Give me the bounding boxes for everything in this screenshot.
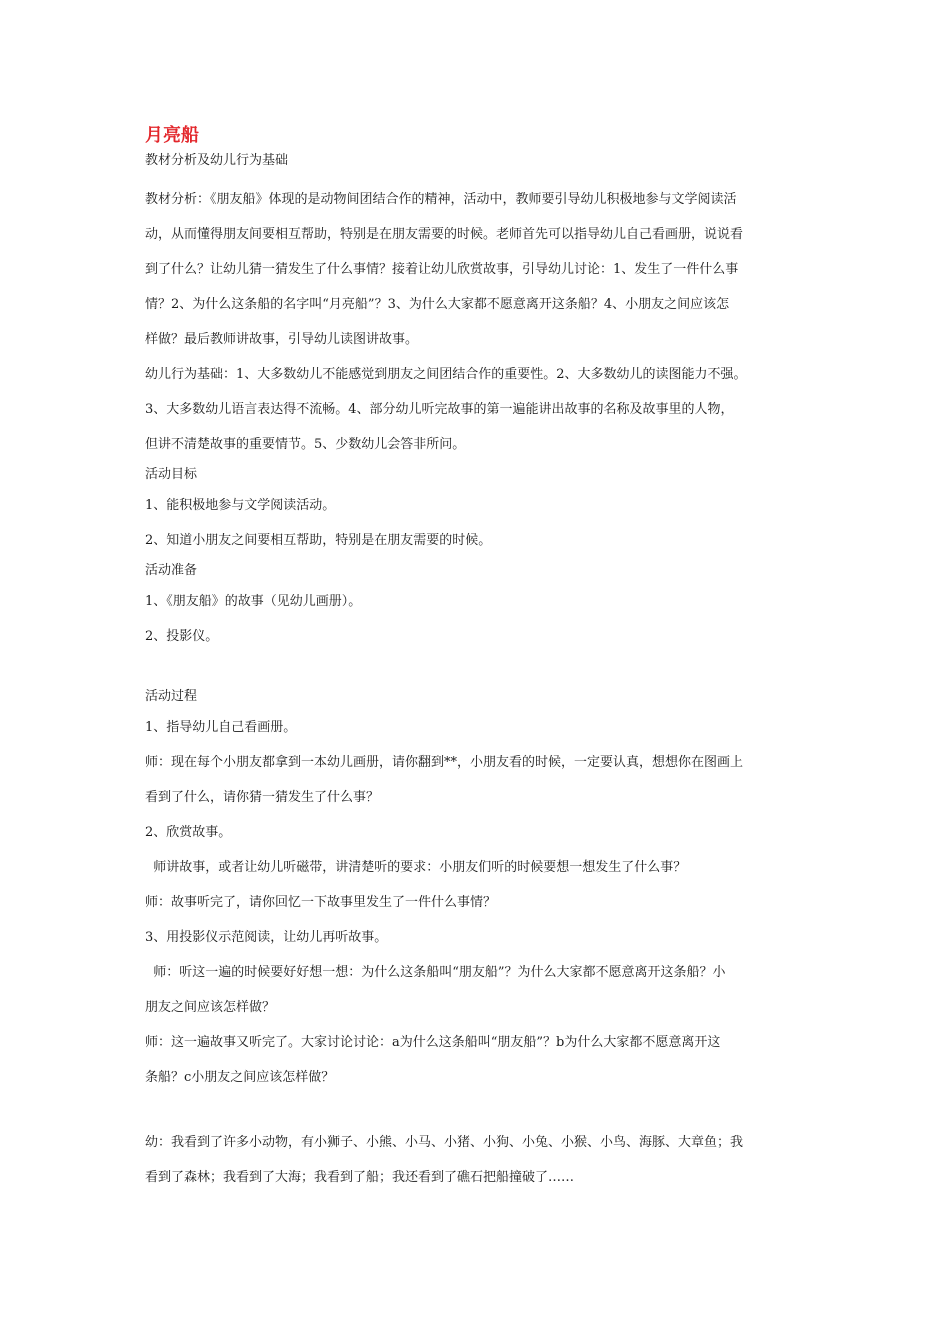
- goals-list: [145, 488, 810, 558]
- process-line: 2、欣赏故事。: [145, 825, 232, 840]
- spacer: [145, 654, 810, 684]
- process-heading: 活动过程: [145, 689, 198, 704]
- document-page: [145, 124, 810, 1195]
- process-line: 条船？c小朋友之间应该怎样做？: [145, 1070, 335, 1085]
- goal-item: 2、知道小朋友之间要相互帮助，特别是在朋友需要的时候。: [145, 533, 492, 548]
- prep-list: [145, 584, 810, 654]
- analysis-line: 到了什么？让幼儿猜一猜发生了什么事情？接着让幼儿欣赏故事，引导幼儿讨论：1、发生了一件什么事: [145, 262, 739, 277]
- analysis-line: 情？2、为什么这条船的名字叫“月亮船”？3、为什么大家都不愿意离开这条船？4、小朋友之间应该怎: [145, 297, 730, 312]
- process-line: 师：这一遍故事又听完了。大家讨论讨论：a为什么这条船叫“朋友船”？b为什么大家都不愿意离开这: [145, 1035, 721, 1050]
- analysis-paragraph: [145, 182, 810, 357]
- prep-item: 1、《朋友船》的故事（见幼儿画册）。: [145, 594, 362, 609]
- process-line: 师：故事听完了，请你回忆一下故事里发生了一件什么事情？: [145, 895, 497, 910]
- process-line: 1、指导幼儿自己看画册。: [145, 720, 297, 735]
- prep-heading: 活动准备: [145, 563, 198, 578]
- goals-heading: 活动目标: [145, 467, 198, 482]
- process-line: 3、用投影仪示范阅读，让幼儿再听故事。: [145, 930, 388, 945]
- process-line: 师：现在每个小朋友都拿到一本幼儿画册，请你翻到**，小朋友看的时候，一定要认真，想想你在图画上: [145, 755, 744, 770]
- child-response-line: 幼：我看到了许多小动物，有小狮子、小熊、小马、小猪、小狗、小兔、小猴、小鸟、海豚、大章鱼；我: [145, 1135, 744, 1150]
- analysis-line: 样做？最后教师讲故事，引导幼儿读图讲故事。: [145, 332, 419, 347]
- process-section: [145, 710, 810, 1095]
- prep-item: 2、投影仪。: [145, 629, 219, 644]
- analysis-line: 动，从而懂得朋友间要相互帮助，特别是在朋友需要的时候。老师首先可以指导幼儿自己看画册，说说看: [145, 227, 744, 242]
- behavior-line: 3、大多数幼儿语言表达得不流畅。4、部分幼儿听完故事的第一遍能讲出故事的名称及故事里的人物，: [145, 402, 734, 417]
- behavior-line: 但讲不清楚故事的重要情节。5、少数幼儿会答非所问。: [145, 437, 466, 452]
- process-line: 师讲故事，或者让幼儿听磁带，讲清楚听的要求：小朋友们听的时候要想一想发生了什么事？: [145, 860, 687, 875]
- document-title: 月亮船: [145, 125, 199, 146]
- analysis-line: 教材分析：《朋友船》体现的是动物间团结合作的精神，活动中，教师要引导幼儿积极地参与文学阅读活: [145, 192, 737, 207]
- spacer: [145, 1095, 810, 1125]
- spacer: [145, 174, 810, 182]
- process-line: 朋友之间应该怎样做？: [145, 1000, 276, 1015]
- child-response-line: 看到了森林；我看到了大海；我看到了船；我还看到了礁石把船撞破了……: [145, 1170, 575, 1185]
- behavior-paragraph: [145, 357, 810, 462]
- goal-item: 1、能积极地参与文学阅读活动。: [145, 498, 336, 513]
- process-line: 师：听这一遍的时候要好好想一想：为什么这条船叫“朋友船”？为什么大家都不愿意离开这条船？小: [145, 965, 726, 980]
- child-response-paragraph: [145, 1125, 810, 1195]
- behavior-line: 幼儿行为基础：1、大多数幼儿不能感觉到朋友之间团结合作的重要性。2、大多数幼儿的读图能力不强。: [145, 367, 747, 382]
- process-line: 看到了什么，请你猜一猜发生了什么事？: [145, 790, 380, 805]
- document-subtitle: 教材分析及幼儿行为基础: [145, 153, 289, 168]
